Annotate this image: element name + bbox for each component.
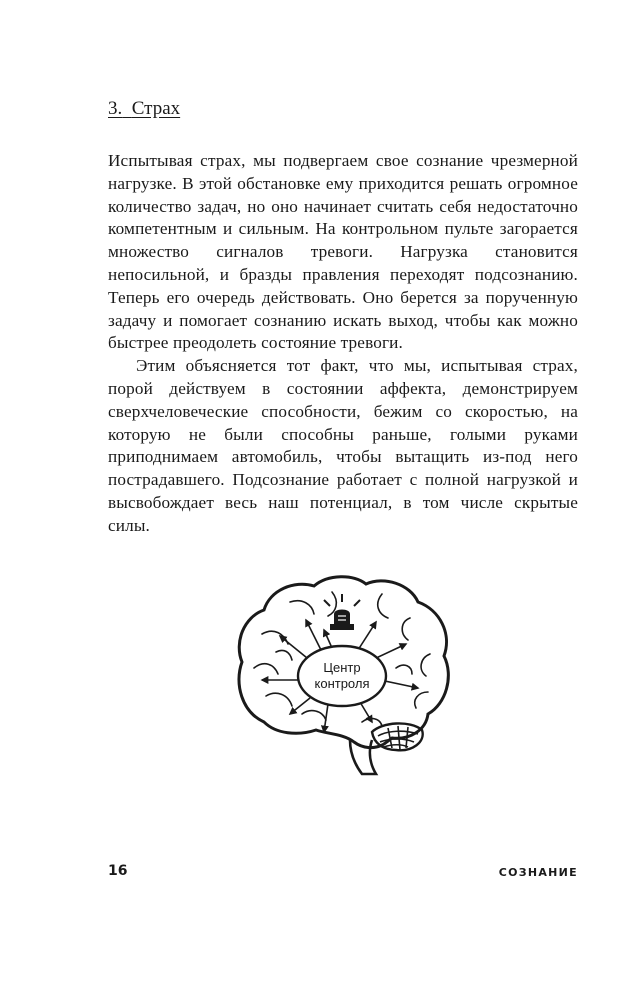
section-number: 3. [108,98,123,119]
page-number: 16 [108,863,128,879]
paragraph-2: Этим объясняется тот факт, что мы, испытывая страх, порой действуем в состоянии аффекта, демонстрируем сверхчеловеческие способности, бежим со скоростью, на которую не были способны раньше, голыми руками приподнимаем автомобиль, чтобы вытащить из-под него пострадавшего. Подсознание работает с полной нагрузкой и высвобождает весь наш потенциал, в том числе скрытые силы. [108,356,578,535]
body-text [108,150,578,538]
alarm-light-icon [324,594,360,630]
running-head: СОЗНАНИЕ [498,866,578,879]
brain-illustration [232,572,452,777]
section-title: Страх [131,98,181,119]
section-heading [108,98,180,120]
paragraph-1: Испытывая страх, мы подвергаем свое сознание чрезмерной нагрузке. В этой обстановке ему приходится решать огромное количество задач, но оно начинает считать себя недостаточно компетентным и сильным. На контрольном пульте загорается множество сигналов тревоги. Нагрузка становится непосильной, и бразды правления переходят подсознанию. Теперь его очередь действовать. Оно берется за порученную задачу и помогает сознанию искать выход, чтобы как можно быстрее преодолеть состояние тревоги. [108,151,578,353]
control-center-label-2: контроля [314,676,370,691]
control-center-label-1: Центр [323,660,361,675]
